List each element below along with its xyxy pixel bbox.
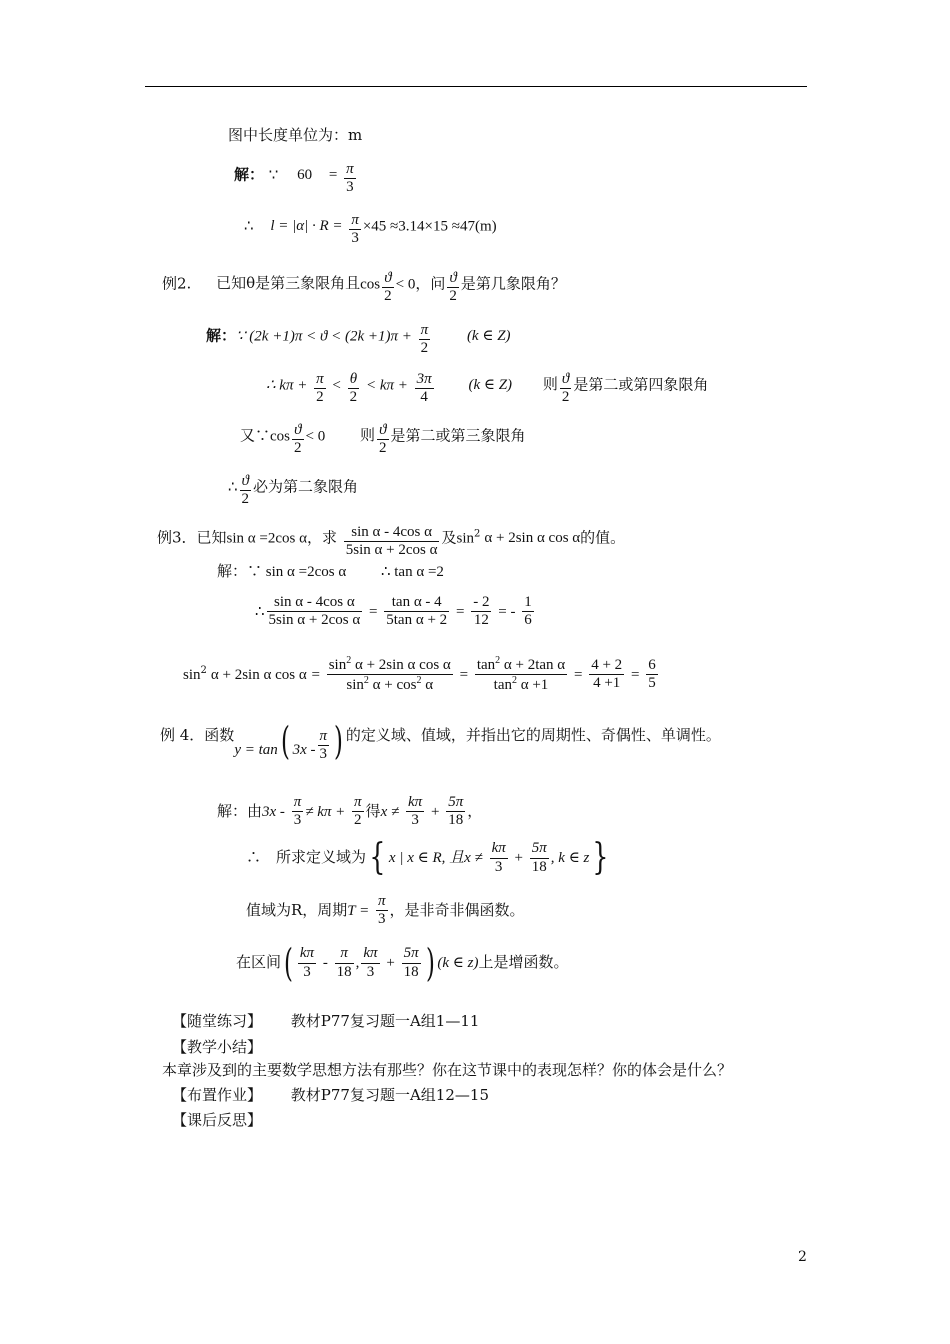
ex3-expr2: α + 2sin α cos α [484,530,581,547]
equals-sign: = [459,666,469,683]
pi-over-2: $\frac{\pi}{2}$ [420,322,429,357]
ex4-range-line [246,893,525,929]
ex3-end: 的值。 [580,528,626,547]
arc-formula-right: ×45 ≈3.14×15 ≈47(m) [362,218,497,235]
square-exponent: 2 [474,528,481,540]
5pi-over-18: $\frac{5\pi}{18}$ [531,840,547,875]
ex3-calc-1 [255,594,536,630]
ex2-inequality: ∵ (2k +1)π < ϑ < (2k +1)π + [236,328,412,345]
pi-over-3: $\frac{\pi}{3}$ [293,794,302,829]
ex2-line3-result: 是第二或第三象限角 [390,426,526,445]
example-label: 例3．已知 [157,528,227,547]
ex4-inc-b: 上是增函数。 [478,953,569,971]
ex4-description: 的定义域、值域，并指出它的周期性、奇偶性、单调性。 [345,726,721,744]
ex2-line2-result: 是第二或第四象限角 [573,375,709,394]
ex1-solve-line [234,161,358,197]
pi-over-3: $\frac{\pi}{3}$ [346,161,354,196]
equals-sign: = [573,666,583,683]
k-condition: (k ∈ Z) [466,328,511,345]
ex4-range-b: ，是非奇非偶函数。 [389,900,525,919]
theta-over-2: $\frac{ϑ}{2}$ [384,270,392,305]
ex3-frac-sin2: $\frac{\sin^2 \alpha + 2\sin \alpha \cos \alpha}{\sin^2 \alpha + \cos^2 \alpha}$ [328,655,451,694]
less-zero: < 0 [305,428,326,445]
ex4-domain-line: ∴ 所求定义域为{ x | x ∈ R, 且x ≠ $\frac{k\pi}{3}$ + $\frac{5\pi}{18}$ , k ∈ z} [246,837,609,878]
pi-over-2: $\frac{\pi}{2}$ [316,371,324,406]
comma: ， [467,801,483,820]
practice-text: 教材P77复习题一A组1—11 [290,1012,480,1030]
ex4-arg: 3x - [292,742,316,758]
summary-question: 本章涉及到的主要数学思想方法有那些？你在这节课中的表现怎样？你的体会是什么？ [162,1061,733,1079]
ex3-frac-tan: $\frac{\text{tan α - 4}}{\text{5tan α + 2}}$ [386,594,448,629]
ex2-line1 [206,322,511,358]
pi-over-2: $\frac{\pi}{2}$ [354,794,362,829]
theta-over-2: $\frac{ϑ}{2}$ [379,422,387,457]
theta-over-2: $\frac{ϑ}{2}$ [449,270,457,305]
summary-label: 【教学小结】 [172,1038,263,1056]
ex2-line4-result: 必为第二象限角 [253,477,359,496]
therefore-symbol: ∴ [228,477,238,496]
theta-over-2: $\frac{ϑ}{2}$ [561,371,570,406]
then-word: 则 [542,375,558,394]
practice-section [172,1014,479,1029]
homework-text: 教材P77复习题一A组12—15 [290,1086,489,1104]
kpi-over-3: $\frac{k\pi}{3}$ [491,840,506,875]
ex2-line3-a: 又∵ [240,426,271,445]
ex4-solve-a: 解：由 [217,801,263,820]
theta-over-2: $\frac{ϑ}{2}$ [294,422,302,457]
ex2-text-a: 已知θ是第三象限角且 [216,274,361,293]
arc-formula-left: l = |α| · R = [270,218,343,235]
ex3-frac-result2: $\frac{6}{5}$ [648,657,656,692]
equals-sign: = [630,666,640,683]
ex3-ask: ，求 [306,528,337,547]
3pi-over-4: $\frac{3\pi}{4}$ [416,371,432,406]
ex3-frac-num2: $\frac{4 + 2}{4 +1}$ [591,657,623,692]
ex3-calc-2 [183,655,660,695]
ex3-frac-result: $\frac{1}{6}$ [524,594,532,629]
ex2-line2 [266,371,708,407]
ex2-line3 [240,422,526,458]
ex3-question [157,524,625,560]
ex4-increasing-line: 在区间( $\frac{k\pi}{3}$ - $\frac{\pi}{18}$ , $\frac{k\pi}{3}$ + $\frac{5\pi}{18}$ ) (k ∈ z)上是增函数。 [236,941,569,985]
solve-label: 解： [234,165,265,184]
kpi-over-3: $\frac{k\pi}{3}$ [407,794,423,829]
minus-sign: - [322,955,328,971]
domain-set-b: , k ∈ z [550,850,590,866]
ex4-range-a: 值域为R，周期 [246,900,348,919]
period-T: T = [347,902,370,919]
cos-fn: cos [360,276,381,293]
equals-sign: = [328,167,338,184]
ex4-solve-b: 3x - [262,803,285,820]
therefore-symbol: ∴ [244,216,254,235]
5pi-over-18: $\frac{5\pi}{18}$ [403,945,419,980]
plus-sign: + [430,803,440,820]
example-label: 例2. [162,274,192,293]
pi-over-18: $\frac{\pi}{18}$ [336,945,352,980]
pi-over-3: $\frac{\pi}{3}$ [351,212,359,247]
ex2-question [162,270,566,306]
therefore-symbol: ∴ [255,601,265,620]
ex2-line2-c: < kπ + [365,377,408,394]
sin-fn: sin [183,666,201,683]
domain-set-a: x | x ∈ R, 且x ≠ [388,850,483,866]
header-rule [145,86,807,87]
square-exponent: 2 [200,664,207,676]
ex3-solve-line [217,564,444,580]
plus-sign: + [514,850,523,866]
equals-sign: = [369,603,378,620]
homework-section [172,1088,489,1103]
ex2-line2-b: < [332,377,341,394]
ex3-solve-b: ∴ tan α =2 [380,564,444,580]
pi-over-3: $\frac{\pi}{3}$ [319,727,328,762]
ex4-ne: ≠ kπ + [305,803,346,820]
ex3-frac-sincos: $\frac{\text{sin α - 4cos α}}{\text{5sin α + 2cos α}}$ [268,594,361,629]
ex4-solve-line [217,794,482,830]
unit-note: 图中长度单位为：m [228,126,363,144]
sin-fn: sin [456,530,474,547]
comma: , [355,955,360,971]
ex3-frac-num: $\frac{- 2}{12}$ [473,594,490,629]
because-symbol: ∵ [268,165,279,184]
equals-minus: = - [498,603,516,620]
example-label: 例 4．函数 [160,726,235,744]
equals-sign: = [311,666,320,683]
get-word: 得 [365,801,381,820]
ex2-line4 [228,473,358,509]
ex2-text-c: 是第几象限角？ [460,274,566,293]
reflection-label: 【课后反思】 [172,1111,263,1129]
x-ne: x ≠ [380,803,400,820]
k-condition: (k ∈ z) [437,955,479,971]
ex3-given: sin α =2cos α [226,530,307,547]
ex3-solve-a: 解：∵ sin α =2cos α [217,564,347,580]
ex2-text-b: ，问 [415,274,446,293]
then-word: 则 [360,426,376,445]
ex4-question: 例 4．函数y = tan( 3x - $\frac{\pi}{3}$ ) 的定义域、值域，并指出它的周期性、奇偶性、单调性。 [160,719,721,763]
cos-fn: cos [270,428,291,445]
degree-value: 60 [297,167,313,184]
ex2-line2-a: ∴ kπ + [266,377,308,394]
pi-over-3: $\frac{\pi}{3}$ [378,893,386,928]
5pi-over-18: $\frac{5\pi}{18}$ [448,794,464,829]
theta-over-2: $\frac{\theta}{2}$ [349,371,358,406]
ex4-inc-a: 在区间 [236,953,282,971]
less-zero: < 0 [395,276,416,293]
ex4-domain-a: ∴ 所求定义域为 [246,848,367,866]
equals-sign: = [455,603,465,620]
ex3-target-fraction: $\frac{\text{sin α - 4cos α}}{\text{5sin α + 2cos α}}$ [345,524,438,559]
ex3-expr2: α + 2sin α cos α [210,666,307,683]
homework-label: 【布置作业】 [172,1086,263,1104]
page-number: 2 [798,1249,807,1265]
ex1-arc-length [244,212,497,248]
ex4-func: y = tan [234,742,278,758]
solve-label: 解： [206,326,237,345]
plus-sign: + [386,955,395,971]
kpi-over-3: $\frac{k\pi}{3}$ [299,945,315,980]
ex3-frac-tan2: $\frac{\tan^2 \alpha + 2\tan \alpha}{\tan^2 \alpha +1}$ [476,655,566,694]
theta-over-2: $\frac{ϑ}{2}$ [241,473,250,508]
and-word: 及 [441,528,457,547]
kpi-over-3: $\frac{k\pi}{3}$ [363,945,378,980]
k-condition: (k ∈ Z) [468,377,513,394]
practice-label: 【随堂练习】 [172,1012,263,1030]
